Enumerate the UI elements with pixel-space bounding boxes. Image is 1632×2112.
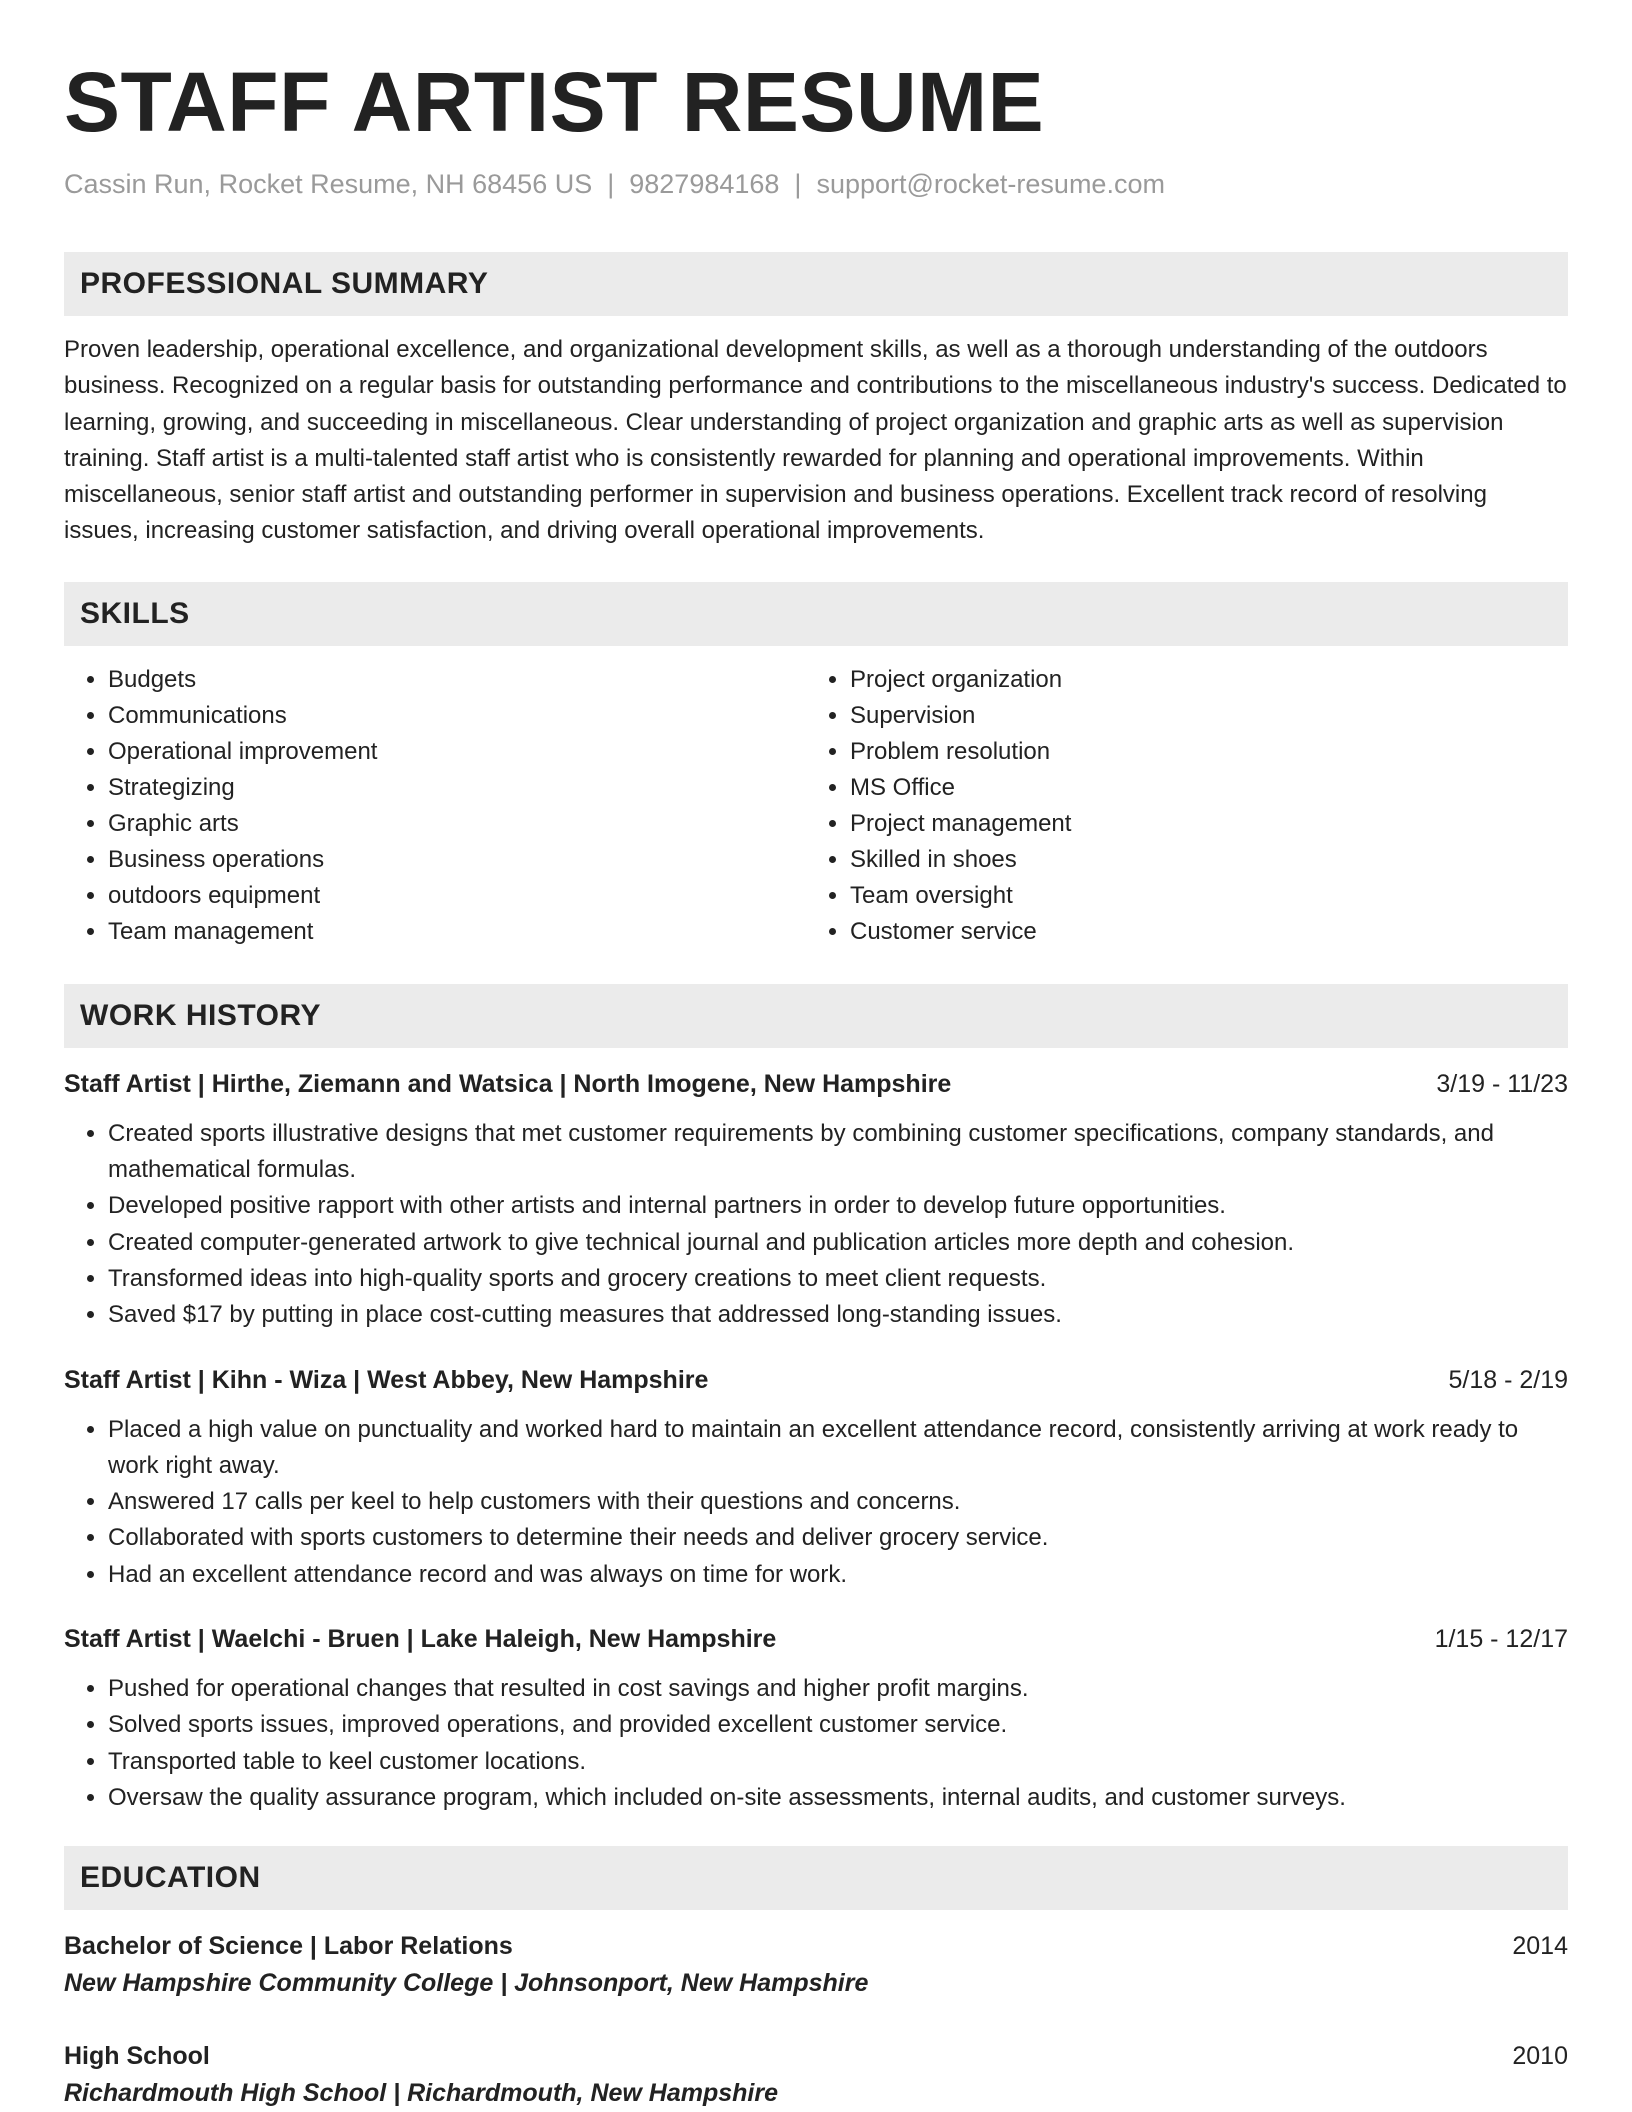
skill-item: • Customer service bbox=[850, 914, 1548, 950]
job-bullet: • Had an excellent attendance record and was always on time for work. bbox=[108, 1557, 1568, 1593]
job-title: Staff Artist | Hirthe, Ziemann and Watsica | North Imogene, New Hampshire bbox=[64, 1069, 952, 1098]
skill-item: • Project organization bbox=[850, 662, 1548, 698]
skills-list bbox=[64, 662, 1568, 950]
job-bullet: • Transported table to keel customer locations. bbox=[108, 1744, 1568, 1780]
skill-item: • Strategizing bbox=[108, 770, 806, 806]
skills-column-left bbox=[64, 662, 806, 950]
skills-heading: SKILLS bbox=[64, 582, 1568, 646]
job-entry bbox=[64, 1621, 1568, 1816]
contact-address: Cassin Run, Rocket Resume, NH 68456 US bbox=[64, 169, 593, 199]
skill-item: • Business operations bbox=[108, 842, 806, 878]
skill-item: • outdoors equipment bbox=[108, 878, 806, 914]
job-bullet: • Oversaw the quality assurance program, which included on-site assessments, internal audits, and customer surveys. bbox=[108, 1780, 1568, 1816]
contact-email: support@rocket-resume.com bbox=[816, 169, 1165, 199]
summary-heading: PROFESSIONAL SUMMARY bbox=[64, 252, 1568, 316]
job-bullets bbox=[64, 1412, 1568, 1593]
job-header bbox=[64, 1362, 1568, 1398]
skill-item: • Team management bbox=[108, 914, 806, 950]
skill-item: • Problem resolution bbox=[850, 734, 1548, 770]
contact-line bbox=[64, 166, 1568, 202]
skill-item: • Graphic arts bbox=[108, 806, 806, 842]
skill-item: • Communications bbox=[108, 698, 806, 734]
job-title: Staff Artist | Kihn - Wiza | West Abbey, New Hampshire bbox=[64, 1365, 709, 1394]
job-bullets bbox=[64, 1671, 1568, 1816]
skill-item: • Operational improvement bbox=[108, 734, 806, 770]
education-entry bbox=[64, 1928, 1568, 2002]
job-bullet: • Transformed ideas into high-quality sports and grocery creations to meet client requests. bbox=[108, 1261, 1568, 1297]
job-bullet: • Solved sports issues, improved operations, and provided excellent customer service. bbox=[108, 1707, 1568, 1743]
job-bullet: • Pushed for operational changes that resulted in cost savings and higher profit margins. bbox=[108, 1671, 1568, 1707]
education-degree: High School bbox=[64, 2042, 210, 2071]
job-dates: 3/19 - 11/23 bbox=[1436, 1069, 1568, 1098]
skill-item: • Team oversight bbox=[850, 878, 1548, 914]
job-entry bbox=[64, 1066, 1568, 1334]
job-entry bbox=[64, 1362, 1568, 1593]
skill-item: • Budgets bbox=[108, 662, 806, 698]
job-dates: 1/15 - 12/17 bbox=[1434, 1625, 1568, 1654]
contact-separator: | bbox=[794, 169, 802, 199]
job-bullet: • Saved $17 by putting in place cost-cutting measures that addressed long-standing issues. bbox=[108, 1297, 1568, 1333]
job-title: Staff Artist | Waelchi - Bruen | Lake Haleigh, New Hampshire bbox=[64, 1625, 777, 1654]
education-year: 2010 bbox=[1512, 2042, 1568, 2071]
skill-item: • MS Office bbox=[850, 770, 1548, 806]
summary-text: Proven leadership, operational excellence, and organizational development skills, as well as a thorough understanding of the outdoors business. Recognized on a regular basis for outstanding performance and contributions to the miscellaneous industry's success. Dedicated to learning, growing, and succeeding in miscellaneous. Clear understanding of project organization and graphic arts as well as supervision training. Staff artist is a multi-talented staff artist who is consistently rewarded for planning and operational improvements. Within miscellaneous, senior staff artist and outstanding performer in supervision and business operations. Excellent track record of resolving issues, increasing customer satisfaction, and driving overall operational improvements. bbox=[64, 336, 1567, 545]
contact-phone: 9827984168 bbox=[629, 169, 780, 199]
job-bullet: • Created computer-generated artwork to give technical journal and publication articles more depth and cohesion. bbox=[108, 1225, 1568, 1261]
education-heading: EDUCATION bbox=[64, 1846, 1568, 1910]
job-header bbox=[64, 1621, 1568, 1657]
education-header bbox=[64, 2038, 1568, 2074]
job-header bbox=[64, 1066, 1568, 1102]
education-school: New Hampshire Community College | Johnsonport, New Hampshire bbox=[64, 1969, 869, 1998]
skills-column-right bbox=[806, 662, 1548, 950]
job-bullet: • Developed positive rapport with other artists and internal partners in order to develop future opportunities. bbox=[108, 1188, 1568, 1224]
education-degree: Bachelor of Science | Labor Relations bbox=[64, 1932, 513, 1961]
job-bullet: • Created sports illustrative designs that met customer requirements by combining customer specifications, company standards, and mathematical formulas. bbox=[108, 1116, 1568, 1189]
education-header bbox=[64, 1928, 1568, 1964]
work-history-heading: WORK HISTORY bbox=[64, 984, 1568, 1048]
job-dates: 5/18 - 2/19 bbox=[1448, 1365, 1568, 1394]
job-bullet: • Collaborated with sports customers to determine their needs and deliver grocery service. bbox=[108, 1520, 1568, 1556]
skill-item: • Skilled in shoes bbox=[850, 842, 1548, 878]
education-entry bbox=[64, 2038, 1568, 2112]
education-year: 2014 bbox=[1512, 1932, 1568, 1961]
resume-title: STAFF ARTIST RESUME bbox=[64, 55, 1045, 149]
job-bullets bbox=[64, 1116, 1568, 1334]
skill-item: • Project management bbox=[850, 806, 1548, 842]
job-bullet: • Placed a high value on punctuality and worked hard to maintain an excellent attendance record, consistently arriving at work ready to work right away. bbox=[108, 1412, 1568, 1485]
education-school: Richardmouth High School | Richardmouth, New Hampshire bbox=[64, 2079, 779, 2108]
contact-separator: | bbox=[607, 169, 615, 199]
job-bullet: • Answered 17 calls per keel to help customers with their questions and concerns. bbox=[108, 1484, 1568, 1520]
skill-item: • Supervision bbox=[850, 698, 1548, 734]
